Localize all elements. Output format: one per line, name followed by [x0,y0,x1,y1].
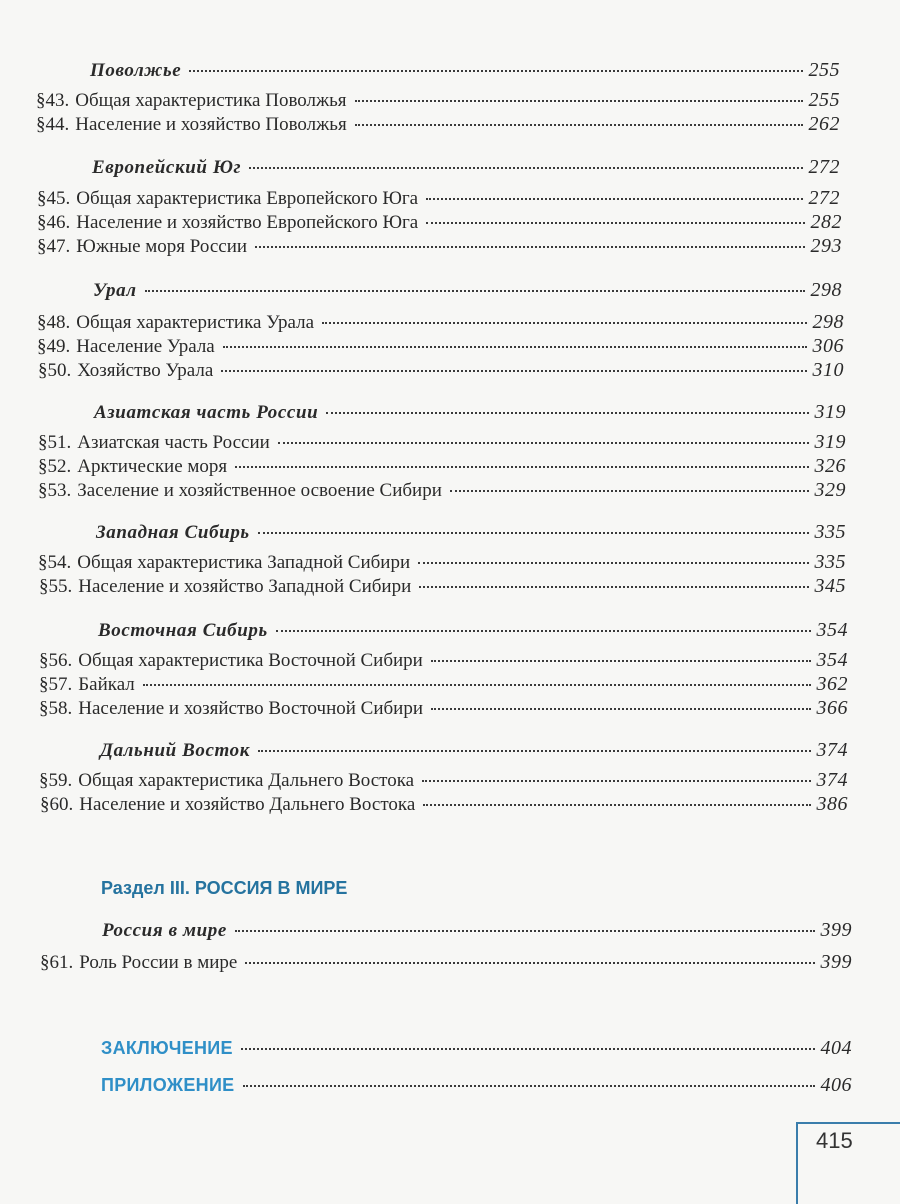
entry-page-number: 306 [812,335,844,357]
dot-leader [258,532,809,534]
dot-leader [249,167,802,169]
toc-section-row [37,334,844,359]
entry-title: Азиатская часть России [77,432,270,453]
section-number: §47. [37,236,71,257]
entry-page-number: 354 [816,619,848,641]
entry-page-number: 282 [810,211,842,233]
toc-section-row [38,454,846,479]
section-number: §60. [40,794,74,815]
entry-page-number: 255 [808,89,840,111]
entry-title: Общая характеристика Европейского Юга [76,188,419,209]
dot-leader [355,124,803,126]
toc-section-row [38,430,846,455]
toc-section-row [37,186,840,211]
toc-section-row [39,574,846,599]
section-number: §49. [37,336,71,357]
entry-title: Население и хозяйство Европейского Юга [76,212,419,233]
entry-title: Общая характеристика Западной Сибири [77,552,411,573]
entry-page-number: 354 [816,649,848,671]
entry-title: Поволжье [90,60,182,81]
dot-leader [223,346,807,348]
entry-title: Общая характеристика Восточной Сибири [78,650,423,671]
toc-section-row [40,950,852,975]
toc-section-row [37,234,842,259]
toc-chapter-row [90,58,840,83]
dot-leader [278,442,809,444]
section-number: §61. [40,952,74,973]
toc-chapter-row [100,738,848,763]
toc-chapter-row [94,400,846,425]
dot-leader [258,750,810,752]
toc-appendix-row [101,1036,852,1060]
entry-page-number: 255 [808,59,840,81]
toc-appendix-row [101,1073,852,1097]
entry-title: Арктические моря [77,456,228,477]
entry-title: Россия в мире [102,920,227,941]
entry-title: ЗАКЛЮЧЕНИЕ [101,1038,233,1058]
entry-page-number: 399 [820,951,852,973]
entry-page-number: 272 [808,187,840,209]
entry-title: Байкал [78,674,135,695]
entry-title: Население и хозяйство Восточной Сибири [78,698,423,719]
page-number: 415 [816,1128,853,1153]
section-number: §54. [38,552,72,573]
dot-leader [189,70,802,72]
entry-page-number: 345 [814,575,846,597]
entry-title: Хозяйство Урала [77,360,214,381]
dot-leader [221,370,806,372]
entry-title: Общая характеристика Урала [76,312,315,333]
entry-page-number: 404 [820,1037,852,1059]
entry-title: Урал [93,280,137,301]
entry-page-number: 366 [816,697,848,719]
entry-page-number: 374 [816,769,848,791]
entry-page-number: 362 [816,673,848,695]
dot-leader [431,660,811,662]
section-number: §51. [38,432,72,453]
entry-title: ПРИЛОЖЕНИЕ [101,1075,235,1095]
entry-page-number: 406 [820,1074,852,1096]
dot-leader [355,100,803,102]
toc-chapter-row [102,918,852,943]
toc-chapter-row [92,155,840,180]
section-number: §56. [39,650,73,671]
entry-title: Дальний Восток [100,740,251,761]
dot-leader [426,222,804,224]
section-number: §48. [37,312,71,333]
section-number: §53. [38,480,72,501]
section-number: §58. [39,698,73,719]
section-number: §59. [39,770,73,791]
toc-section-row [39,648,848,673]
dot-leader [423,804,810,806]
dot-leader [241,1048,815,1050]
dot-leader [276,630,811,632]
dot-leader [322,322,806,324]
toc-section-row [38,358,844,383]
entry-title: Общая характеристика Дальнего Востока [78,770,415,791]
entry-page-number: 272 [808,156,840,178]
section-number: §46. [37,212,71,233]
entry-page-number: 293 [810,235,842,257]
entry-page-number: 310 [812,359,844,381]
entry-page-number: 298 [812,311,844,333]
entry-title: Общая характеристика Поволжья [75,90,347,111]
section-number: §57. [39,674,73,695]
dot-leader [235,930,815,932]
dot-leader [243,1085,815,1087]
entry-page-number: 335 [814,551,846,573]
dot-leader [235,466,808,468]
toc-section-row [37,210,842,235]
entry-page-number: 329 [814,479,846,501]
entry-title: Западная Сибирь [96,522,250,543]
section-number: §55. [39,576,73,597]
toc-section-row [36,112,840,137]
entry-title: Азиатская часть России [94,402,319,423]
toc-section-row [38,478,846,503]
entry-title: Европейский Юг [92,157,242,178]
toc-section-row [39,768,848,793]
entry-title: Население и хозяйство Поволжья [75,114,347,135]
toc-section-row [39,696,848,721]
entry-title: Население и хозяйство Западной Сибири [78,576,412,597]
entry-title: Южные моря России [76,236,248,257]
section-number: §52. [38,456,72,477]
dot-leader [450,490,809,492]
entry-page-number: 326 [814,455,846,477]
section-number: §45. [37,188,71,209]
dot-leader [418,562,808,564]
dot-leader [426,198,802,200]
toc-section-row [36,88,840,113]
toc-chapter-row [98,618,848,643]
toc-section-row [39,672,848,697]
entry-page-number: 298 [810,279,842,301]
toc-section-row [40,792,848,817]
dot-leader [326,412,808,414]
section-number: §50. [38,360,72,381]
toc-section-row [38,550,846,575]
toc-section-row [37,310,844,335]
dot-leader [431,708,811,710]
dot-leader [255,246,804,248]
dot-leader [419,586,808,588]
entry-page-number: 319 [814,401,846,423]
entry-page-number: 262 [808,113,840,135]
dot-leader [422,780,810,782]
entry-page-number: 386 [816,793,848,815]
dot-leader [245,962,814,964]
entry-page-number: 319 [814,431,846,453]
toc-chapter-row [96,520,846,545]
entry-title: Роль России в мире [79,952,238,973]
entry-title: Заселение и хозяйственное освоение Сибири [77,480,442,501]
entry-page-number: 335 [814,521,846,543]
section-number: §44. [36,114,70,135]
toc-chapter-row [93,278,842,303]
entry-page-number: 374 [816,739,848,761]
part-heading: Раздел III. РОССИЯ В МИРЕ [101,878,348,898]
dot-leader [145,290,805,292]
section-number: §43. [36,90,70,111]
entry-title: Восточная Сибирь [98,620,268,641]
entry-page-number: 399 [820,919,852,941]
dot-leader [143,684,811,686]
entry-title: Население и хозяйство Дальнего Востока [79,794,416,815]
entry-title: Население Урала [76,336,215,357]
